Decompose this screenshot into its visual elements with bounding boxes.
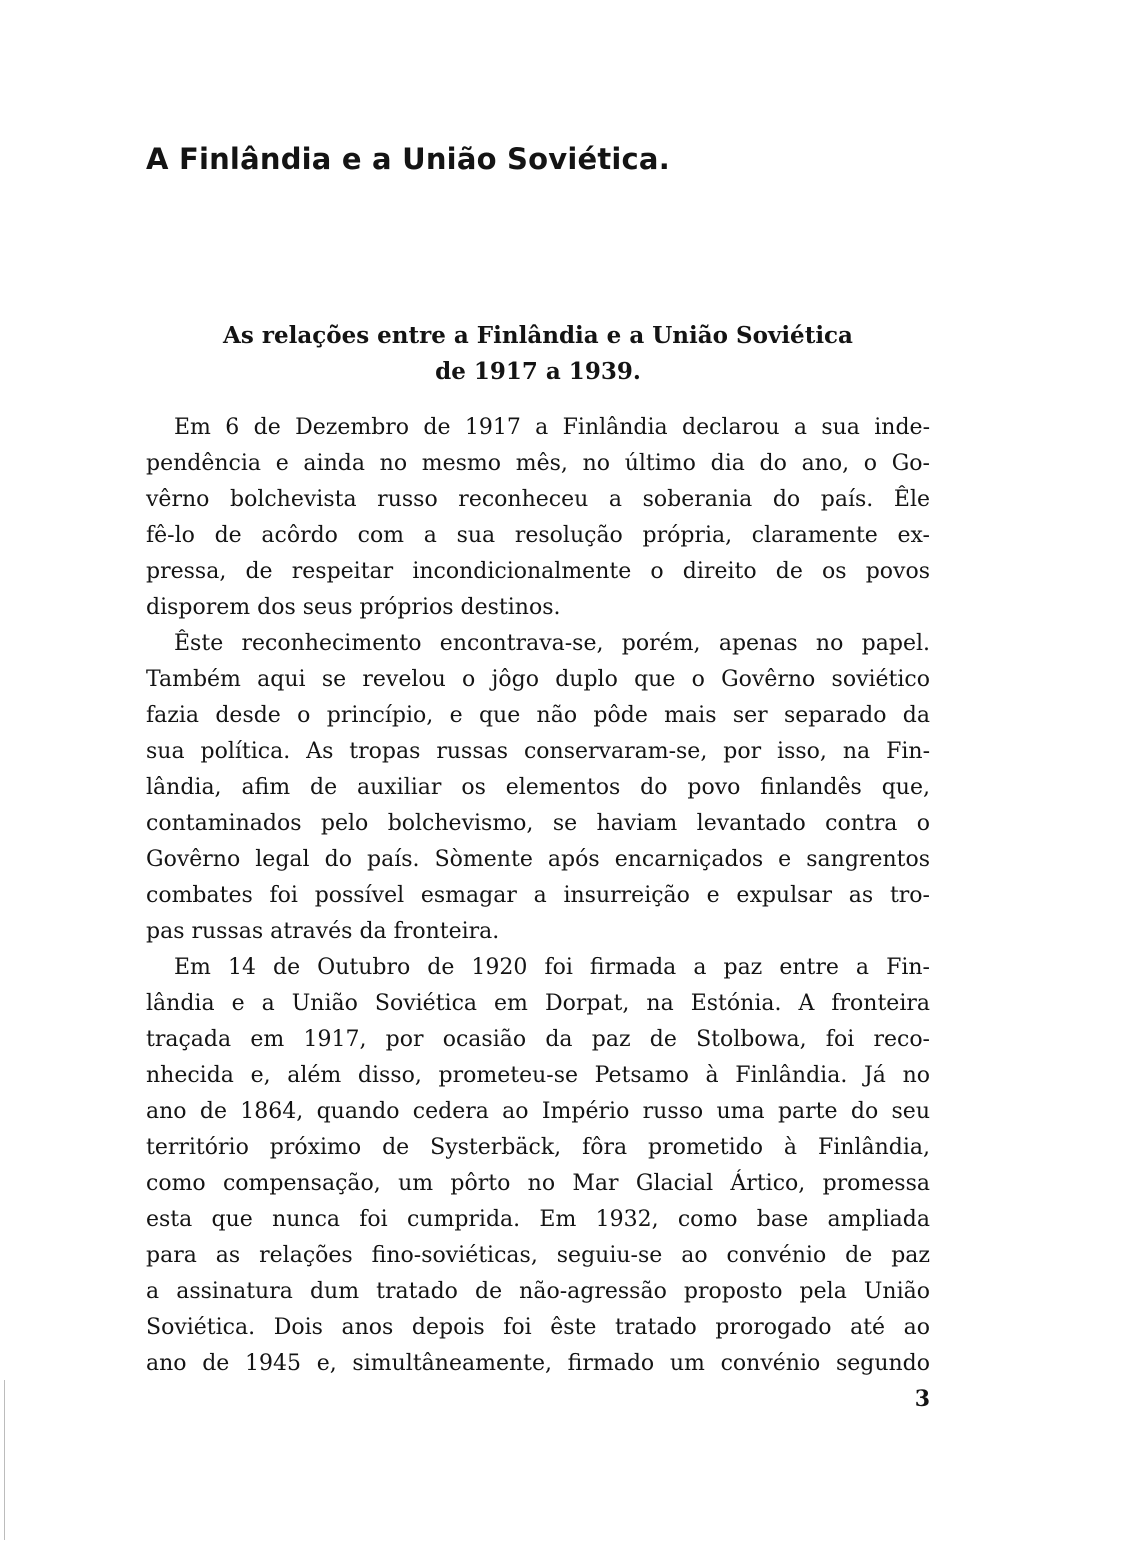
- paragraph: [146, 410, 930, 626]
- text-line: a assinatura dum tratado de não-agressão proposto pela União: [146, 1279, 930, 1304]
- text-line: fê-lo de acôrdo com a sua resolução própria, claramente ex-: [146, 523, 930, 548]
- text-line: lândia e a União Soviética em Dorpat, na Estónia. A fronteira: [146, 991, 930, 1016]
- section-heading-line-2: de 1917 a 1939.: [435, 358, 641, 385]
- text-line: Também aqui se revelou o jôgo duplo que o Govêrno soviético: [146, 667, 930, 692]
- text-line: disporem dos seus próprios destinos.: [146, 595, 561, 620]
- text-line: pendência e ainda no mesmo mês, no último dia do ano, o Go-: [146, 451, 930, 476]
- text-line: para as relações fino-soviéticas, seguiu-se ao convénio de paz: [146, 1243, 930, 1268]
- text-line: nhecida e, além disso, prometeu-se Petsamo à Finlândia. Já no: [146, 1063, 930, 1088]
- text-line: Em 6 de Dezembro de 1917 a Finlândia declarou a sua inde-: [174, 415, 930, 440]
- paragraph: [146, 626, 930, 950]
- paragraph: [146, 950, 930, 1382]
- text-line: esta que nunca foi cumprida. Em 1932, como base ampliada: [146, 1207, 930, 1232]
- text-line: Em 14 de Outubro de 1920 foi firmada a paz entre a Fin-: [174, 955, 930, 980]
- text-line: vêrno bolchevista russo reconheceu a soberania do país. Êle: [146, 487, 930, 512]
- text-line: pas russas através da fronteira.: [146, 919, 500, 944]
- text-line: pressa, de respeitar incondicionalmente o direito de os povos: [146, 559, 930, 584]
- text-line: lândia, afim de auxiliar os elementos do povo finlandês que,: [146, 775, 930, 800]
- scan-edge-mark: [4, 1380, 5, 1540]
- text-line: como compensação, um pôrto no Mar Glacial Ártico, promessa: [146, 1171, 930, 1196]
- text-line: contaminados pelo bolchevismo, se haviam levantado contra o: [146, 811, 930, 836]
- text-line: Soviética. Dois anos depois foi êste tratado prorogado até ao: [146, 1315, 930, 1340]
- text-line: Govêrno legal do país. Sòmente após encarniçados e sangrentos: [146, 847, 930, 872]
- text-line: sua política. As tropas russas conservaram-se, por isso, na Fin-: [146, 739, 930, 764]
- text-line: traçada em 1917, por ocasião da paz de Stolbowa, foi reco-: [146, 1027, 930, 1052]
- text-line: ano de 1945 e, simultâneamente, firmado um convénio segundo: [146, 1351, 930, 1376]
- text-line: fazia desde o princípio, e que não pôde mais ser separado da: [146, 703, 930, 728]
- text-line: ano de 1864, quando cedera ao Império russo uma parte do seu: [146, 1099, 930, 1124]
- section-heading: [146, 318, 930, 390]
- text-line: Êste reconhecimento encontrava-se, porém, apenas no papel.: [174, 631, 930, 656]
- page-number: 3: [914, 1386, 930, 1412]
- section-heading-line-1: As relações entre a Finlândia e a União Soviética: [223, 322, 853, 349]
- text-line: território próximo de Systerbäck, fôra prometido à Finlândia,: [146, 1135, 930, 1160]
- text-line: combates foi possível esmagar a insurreição e expulsar as tro-: [146, 883, 930, 908]
- chapter-title: A Finlândia e a União Soviética.: [146, 142, 670, 176]
- body-text: [146, 410, 930, 1382]
